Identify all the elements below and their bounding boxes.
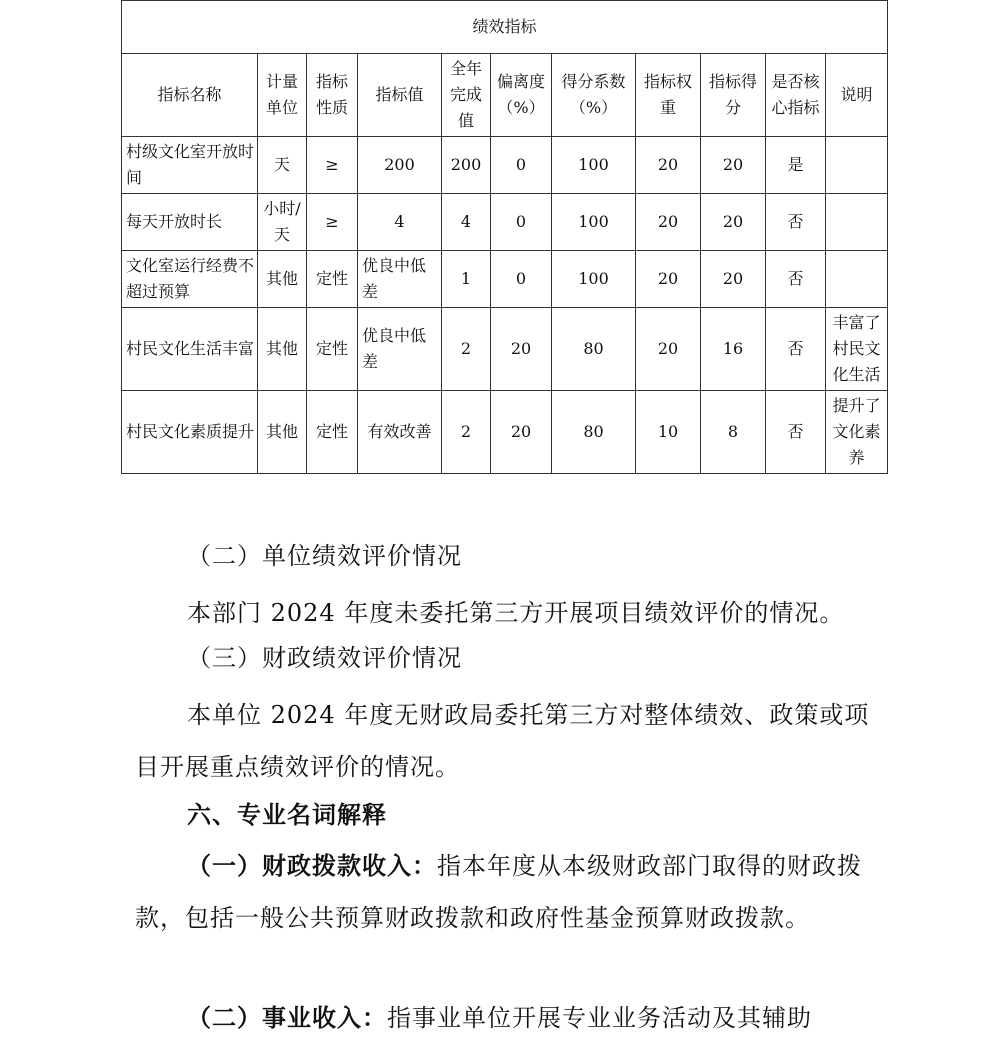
table-cell: 其他 [258, 308, 307, 391]
table-row [122, 308, 888, 391]
terms-heading: 六、专业名词解释 [187, 800, 387, 829]
table-cell: 村民文化生活丰富 [122, 308, 258, 391]
column-header: 指标性质 [307, 54, 358, 137]
table-cell: ≥ [307, 137, 358, 194]
table-cell: 优良中低差 [358, 308, 442, 391]
column-header: 全年完成值 [442, 54, 491, 137]
table-cell: 优良中低差 [358, 251, 442, 308]
table-row [122, 251, 888, 308]
table-cell: 定性 [307, 251, 358, 308]
term-text: 指本年度从本级财政部门取得的财政拨款，包括一般公共预算财政拨款和政府性基金预算财政拨款。 [135, 852, 862, 932]
table-cell [826, 137, 888, 194]
table-cell: 20 [636, 137, 701, 194]
table-cell: 4 [358, 194, 442, 251]
table-cell: 有效改善 [358, 391, 442, 474]
table-cell: 是 [766, 137, 826, 194]
table-header-row [122, 54, 888, 137]
table-cell: 20 [636, 251, 701, 308]
table-title: 绩效指标 [122, 1, 888, 54]
table-cell: 2 [442, 308, 491, 391]
table-cell: 16 [701, 308, 766, 391]
column-header: 偏离度（%） [491, 54, 552, 137]
table-cell: 20 [636, 308, 701, 391]
finance-eval-heading: （三）财政绩效评价情况 [187, 644, 462, 672]
table-cell: 8 [701, 391, 766, 474]
table-cell: 每天开放时长 [122, 194, 258, 251]
table-cell: 20 [701, 137, 766, 194]
column-header: 指标值 [358, 54, 442, 137]
term-definition-2 [135, 992, 880, 1044]
performance-indicator-table [121, 0, 888, 474]
table-cell: 200 [358, 137, 442, 194]
table-cell: 其他 [258, 391, 307, 474]
term-text: 指事业单位开展专业业务活动及其辅助 [387, 1004, 812, 1032]
column-header: 指标得分 [701, 54, 766, 137]
table-cell: 村民文化素质提升 [122, 391, 258, 474]
table-cell: 提升了文化素养 [826, 391, 888, 474]
table-cell: 村级文化室开放时间 [122, 137, 258, 194]
table-cell: 200 [442, 137, 491, 194]
table-cell: 20 [701, 251, 766, 308]
table-cell: 100 [552, 251, 636, 308]
unit-eval-heading: （二）单位绩效评价情况 [187, 542, 462, 570]
column-header: 说明 [826, 54, 888, 137]
table-cell: 20 [701, 194, 766, 251]
table-cell: 否 [766, 194, 826, 251]
table-cell: 20 [636, 194, 701, 251]
table-cell [826, 194, 888, 251]
table-cell: 20 [491, 308, 552, 391]
table-cell: 定性 [307, 391, 358, 474]
table-cell: 否 [766, 251, 826, 308]
table-cell: ≥ [307, 194, 358, 251]
table-cell: 丰富了村民文化生活 [826, 308, 888, 391]
table-cell [826, 251, 888, 308]
table-cell: 否 [766, 308, 826, 391]
table-cell: 其他 [258, 251, 307, 308]
table-cell: 小时/天 [258, 194, 307, 251]
finance-eval-paragraph: 本单位 2024 年度无财政局委托第三方对整体绩效、政策或项目开展重点绩效评价的情况。 [135, 701, 870, 781]
table-row [122, 137, 888, 194]
term-label: （二）事业收入： [187, 1003, 387, 1032]
unit-eval-paragraph: 本部门 2024 年度未委托第三方开展项目绩效评价的情况。 [187, 599, 845, 627]
table-cell: 定性 [307, 308, 358, 391]
table-cell: 0 [491, 137, 552, 194]
column-header: 指标名称 [122, 54, 258, 137]
table-cell: 100 [552, 194, 636, 251]
column-header: 得分系数（%） [552, 54, 636, 137]
table-cell: 20 [491, 391, 552, 474]
table-cell: 1 [442, 251, 491, 308]
table-cell: 否 [766, 391, 826, 474]
column-header: 是否核心指标 [766, 54, 826, 137]
table-cell: 80 [552, 308, 636, 391]
table-cell: 80 [552, 391, 636, 474]
table-cell: 100 [552, 137, 636, 194]
column-header: 指标权重 [636, 54, 701, 137]
column-header: 计量单位 [258, 54, 307, 137]
table-cell: 2 [442, 391, 491, 474]
table-cell: 4 [442, 194, 491, 251]
table-cell: 0 [491, 194, 552, 251]
term-definition-1 [135, 840, 880, 944]
term-label: （一）财政拨款收入： [187, 851, 437, 880]
table-row [122, 391, 888, 474]
table-cell: 文化室运行经费不超过预算 [122, 251, 258, 308]
table-row [122, 194, 888, 251]
table-cell: 10 [636, 391, 701, 474]
table-cell: 0 [491, 251, 552, 308]
table-cell: 天 [258, 137, 307, 194]
